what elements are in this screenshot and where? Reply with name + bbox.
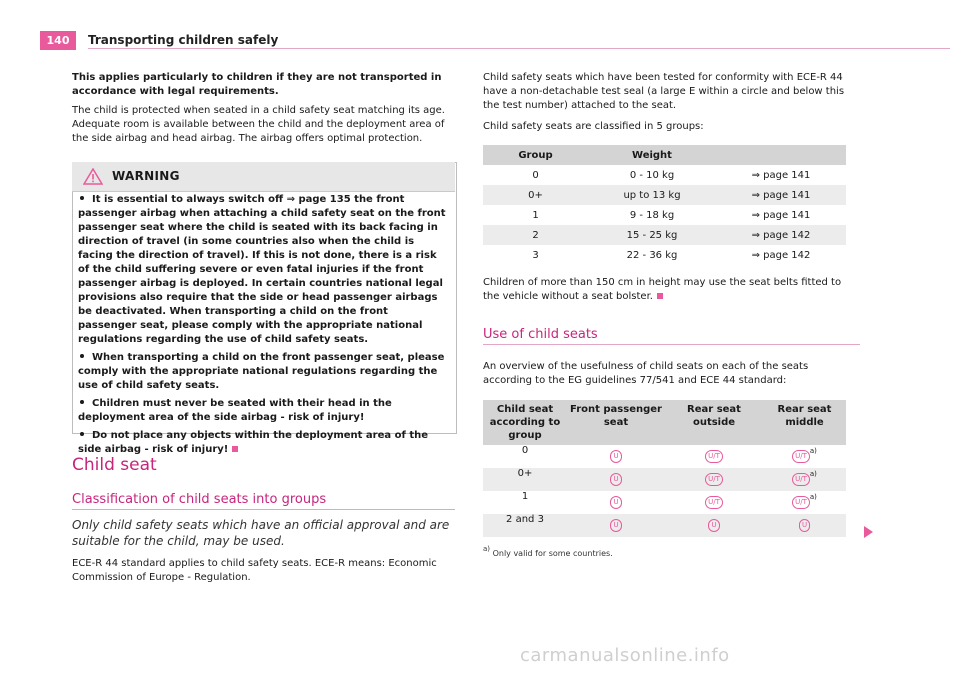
paragraph-height [483,276,860,304]
outside-cell [665,445,763,468]
paragraph-height-text: Children of more than 150 cm in height may use the seat belts fitted to the vehicle without a seat bolster. [483,277,842,302]
page-ref-link[interactable]: ⇒ page 142 [751,249,811,261]
table-row [483,245,846,265]
table-row [483,514,846,537]
warning-item [78,397,450,425]
middle-cell [763,491,846,514]
outside-cell [665,468,763,491]
use-section-title: Use of child seats [483,327,598,342]
watermark: carmanualsonline.info [520,645,730,666]
middle-cell [763,468,846,491]
approval-code-icon: U/T [705,473,723,486]
approval-code-icon: U/T [705,496,723,509]
weight-cell: 22 - 36 kg [626,249,678,261]
column-header: Front passenger seat [567,400,665,445]
front-cell [567,468,665,491]
group-cell: 0 [532,169,539,181]
approval-code-icon: U/T [792,450,810,463]
warning-item-text: Do not place any objects within the deployment area of the side airbag - risk of injury! [78,430,429,455]
approval-code-icon: U [708,519,719,532]
paragraph-test-seal: Child safety seats which have been tested for conformity with ECE-R 44 have a non-detachable test seal (a large E within a circle and below this the test number) attached to the seat. [483,72,845,111]
table-header-row [483,145,846,165]
section-end-icon [232,446,238,452]
warning-label: WARNING [112,169,180,183]
group-cell: 2 [483,225,588,245]
page-number: 140 [40,31,76,50]
paragraph-groups: Child safety seats are classified in 5 groups: [483,121,704,132]
bullet-icon [80,400,84,404]
approval-code-icon: U [610,496,621,509]
bullet-icon [80,432,84,436]
page-ref-link[interactable]: ⇒ page 141 [751,209,811,221]
front-cell [567,491,665,514]
footnote [483,545,613,558]
approval-code-icon: U/T [792,473,810,486]
warning-item-text: Children must never be seated with their head in the deployment area of the side airbag - risk of injury! [78,398,392,423]
use-table [483,400,846,537]
next-page-arrow-icon[interactable] [864,526,873,538]
group-cell: 0+ [483,185,588,205]
column-header: Rear seat middle [763,400,846,445]
table-row [483,185,846,205]
table-header-row [483,400,846,445]
middle-cell [763,445,846,468]
paragraph-overview: An overview of the usefulness of child seats on each of the seats according to the EG guidelines 77/541 and ECE 44 standard: [483,361,809,386]
warning-item [78,429,450,457]
weight-cell: 9 - 18 kg [629,209,675,221]
table-row [483,205,846,225]
weight-cell: 15 - 25 kg [588,225,716,245]
subsection-title: Classification of child seats into groups [72,492,327,507]
warning-item-text: It is essential to always switch off ⇒ page 135 the front passenger airbag when attaching a child safety seat on the front passenger seat where the child is seated with its back facing in direction of travel (in some countries also when the child is facing the direction of travel). If this is not done, there is a risk of the child suffering severe or even fatal injuries if the front passenger airbag is deployed. In certain countries national legal provisions also require that the side or head passenger airbags be deactivated. When transporting a child on the front passenger seat, please comply with the appropriate national regulations regarding the use of child safety seats. [78,194,446,345]
warning-item-text: When transporting a child on the front passenger seat, please comply with the appropriate national regulations regarding the use of child safety seats. [78,352,445,391]
weight-cell: up to 13 kg [588,185,716,205]
column-header: Group [483,145,588,165]
outside-cell [665,491,763,514]
group-cell: 0+ [483,468,567,491]
footnote-mark: a) [809,470,817,478]
group-cell: 3 [532,249,539,261]
group-cell: 2 and 3 [483,514,567,537]
group-cell: 1 [532,209,539,221]
table-row [483,468,846,491]
column-header: Weight [588,145,716,165]
approval-code-icon: U [610,450,621,463]
warning-item [78,193,450,347]
footnote-mark: a) [809,493,817,501]
approval-code-icon: U/T [705,450,723,463]
group-cell: 0 [521,445,529,456]
use-section-rule [483,344,860,345]
page-ref-link[interactable]: ⇒ page 142 [716,225,846,245]
lead-text: Only child safety seats which have an official approval and are suitable for the child, may be used. [72,518,450,548]
bullet-icon [80,196,84,200]
warning-list [78,193,450,457]
footnote-text: Only valid for some countries. [492,549,613,558]
approval-code-icon: U [610,473,621,486]
intro-text: The child is protected when seated in a child safety seat matching its age. Adequate room is available between the child and the deployment area of the side airbag and head airbag. The airbag offers optimal protection. [72,105,445,144]
outside-cell [665,514,763,537]
footnote-mark: a) [483,545,491,553]
page-ref-link[interactable]: ⇒ page 141 [716,185,846,205]
section-title: Child seat [72,455,157,475]
middle-cell [763,514,846,537]
body-text: ECE-R 44 standard applies to child safety seats. ECE-R means: Economic Commission of Europe - Regulation. [72,558,437,583]
table-row [483,491,846,514]
warning-item [78,351,450,393]
front-cell [567,514,665,537]
table-row [483,445,846,468]
subsection-rule [72,509,455,510]
column-header [716,145,846,165]
intro-bold: This applies particularly to children if they are not transported in accordance with legal requirements. [72,72,442,97]
footnote-mark: a) [809,447,817,455]
bullet-icon [80,354,84,358]
approval-code-icon: U/T [792,496,810,509]
approval-code-icon: U [799,519,810,532]
weight-cell: 0 - 10 kg [629,169,675,181]
warning-triangle-icon [83,168,103,185]
page-ref-link[interactable]: ⇒ page 141 [751,169,811,181]
front-cell [567,445,665,468]
table-row [483,165,846,185]
page-header-title: Transporting children safely [88,33,279,47]
column-header: Child seat according to group [483,400,567,445]
table-row [483,225,846,245]
header-rule [88,48,950,49]
column-header: Rear seat outside [665,400,763,445]
section-end-icon [657,293,663,299]
group-table [483,145,846,265]
approval-code-icon: U [610,519,621,532]
group-cell: 1 [521,491,529,502]
